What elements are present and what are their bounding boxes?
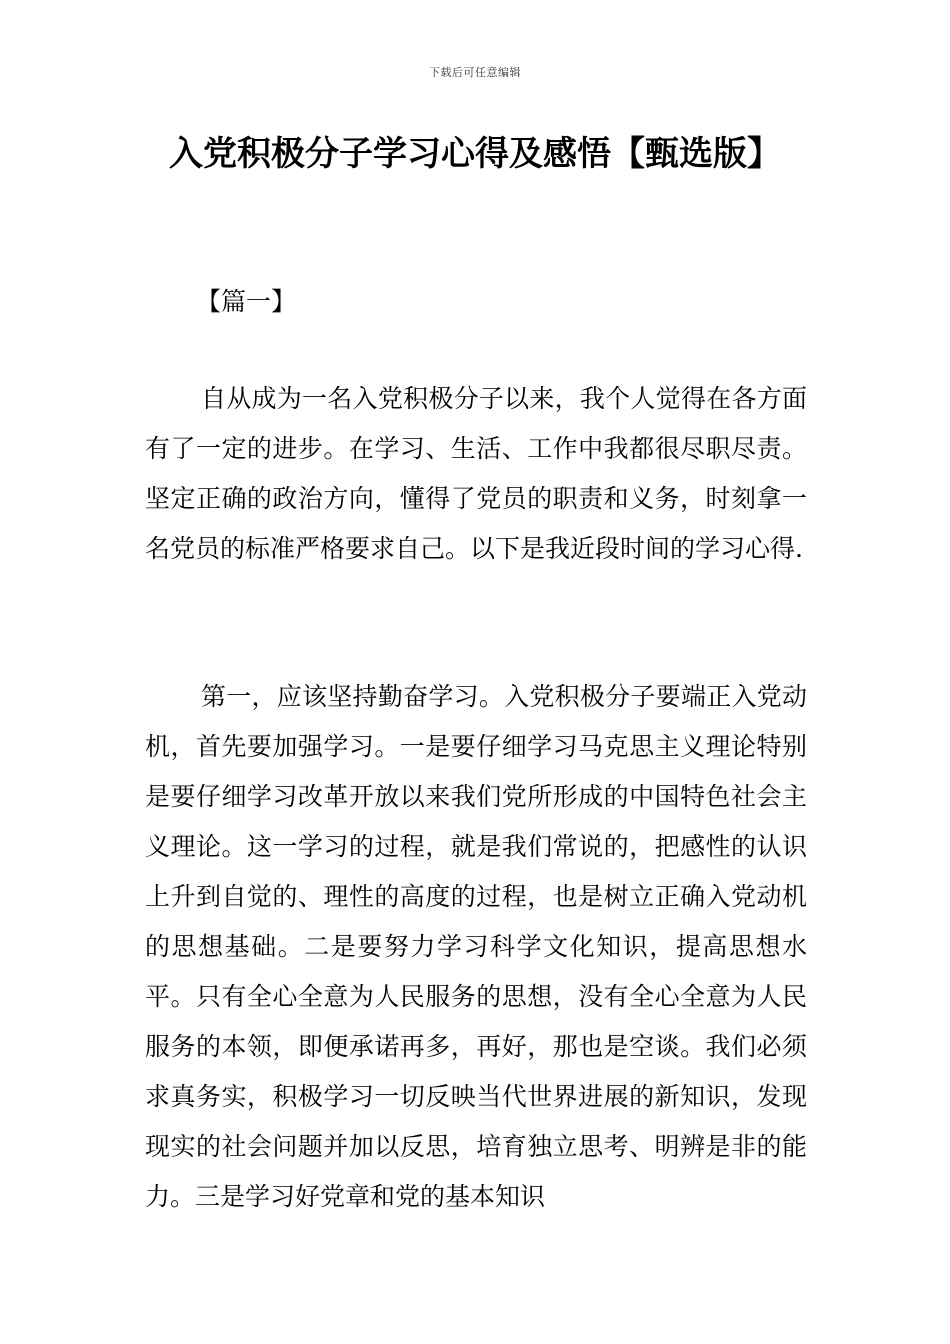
header-note: 下载后可任意编辑 bbox=[429, 66, 521, 79]
body-paragraph-1 bbox=[145, 374, 807, 574]
body-paragraph-2 bbox=[145, 672, 807, 1222]
paragraph-text: 自从成为一名入党积极分子以来，我个人觉得在各方面有了一定的进步。在学习、生活、工作中我都很尽职尽责。坚定正确的政治方向，懂得了党员的职责和义务，时刻拿一名党员的标准严格要求自己。以下是我近段时间的学习心得. bbox=[145, 384, 807, 563]
paragraph-text: 第一，应该坚持勤奋学习。入党积极分子要端正入党动机，首先要加强学习。一是要仔细学习马克思主义理论特别是要仔细学习改革开放以来我们党所形成的中国特色社会主义理论。这一学习的过程，就是我们常说的，把感性的认识上升到自觉的、理性的高度的过程，也是树立正确入党动机的思想基础。二是要努力学习科学文化知识，提高思想水平。只有全心全意为人民服务的思想，没有全心全意为人民服务的本领，即便承诺再多，再好，那也是空谈。我们必须求真务实，积极学习一切反映当代世界进展的新知识，发现现实的社会问题并加以反思，培育独立思考、明辨是非的能力。三是学习好党章和党的基本知识 bbox=[145, 682, 807, 1211]
document-title: 入党积极分子学习心得及感悟【甄选版】 bbox=[169, 134, 781, 174]
section-heading: 【篇一】 bbox=[196, 287, 297, 316]
